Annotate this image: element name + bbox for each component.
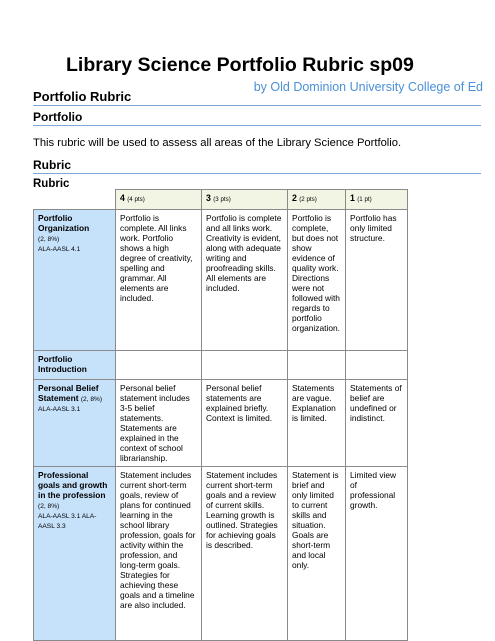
- divider: [33, 125, 481, 126]
- table-header-row: [34, 190, 408, 210]
- criterion-cell: Personal Belief Statement (2, 8%) ALA-AASL 3.1: [34, 380, 116, 467]
- table-row: [34, 380, 408, 467]
- rubric-cell: Portfolio is complete, but does not show evidence of quality work. Directions were not followed with regards to portfolio organization.: [288, 210, 346, 351]
- rubric-cell: Statements of belief are undefined or indistinct.: [346, 380, 408, 467]
- rubric-cell: Statements are vague. Explanation is limited.: [288, 380, 346, 467]
- rubric-cell: Limited view of professional growth.: [346, 467, 408, 641]
- divider: [33, 173, 481, 174]
- rubric-cell: Personal belief statement includes 3-5 belief statements. Statements are explained in the context of school librarianship.: [116, 380, 202, 467]
- subheading-rubric: Rubric: [33, 178, 70, 190]
- rubric-cell: Portfolio is complete and all links work. Creativity is evident, along with adequate writing and proofreading skills. All elements are included.: [202, 210, 288, 351]
- column-header-3: 3 (3 pts): [202, 190, 288, 210]
- heading-portfolio-rubric: Portfolio Rubric: [33, 89, 132, 104]
- rubric-cell: Statement includes current short-term goals, review of plans for continued learning in the school library profession, goals for activity within the profession, and long-term goals. Strategies for achieving these goals and a timeline are also included.: [116, 467, 202, 641]
- divider: [33, 105, 481, 106]
- rubric-cell: [202, 351, 288, 380]
- heading-portfolio: Portfolio: [33, 110, 83, 124]
- document-title: Library Science Portfolio Rubric sp09: [66, 54, 414, 76]
- rubric-cell: [288, 351, 346, 380]
- section-cell: Portfolio Introduction: [34, 351, 116, 380]
- rubric-cell: [116, 351, 202, 380]
- rubric-table: [33, 189, 408, 641]
- table-row: [34, 210, 408, 351]
- heading-rubric: Rubric: [33, 158, 72, 172]
- rubric-cell: Personal belief statements are explained briefly. Context is limited.: [202, 380, 288, 467]
- criterion-cell: Portfolio Organization (2, 8%) ALA-AASL 4.1: [34, 210, 116, 351]
- column-header-2: 2 (2 pts): [288, 190, 346, 210]
- rubric-cell: [346, 351, 408, 380]
- rubric-cell: Statement is brief and only limited to current skills and situation. Goals are short-term and local only.: [288, 467, 346, 641]
- criterion-cell: Professional goals and growth in the profession (2, 8%) ALA-AASL 3.1 ALA-AASL 3.3: [34, 467, 116, 641]
- section-row: [34, 351, 408, 380]
- column-header-4: 4 (4 pts): [116, 190, 202, 210]
- rubric-cell: Statement includes current short-term goals and a review of current skills. Learning growth is outlined. Strategies for achieving goals is described.: [202, 467, 288, 641]
- table-row: [34, 467, 408, 641]
- header-corner: [34, 190, 116, 210]
- intro-text: This rubric will be used to assess all areas of the Library Science Portfolio.: [33, 137, 402, 149]
- rubric-cell: Portfolio has only limited structure.: [346, 210, 408, 351]
- author-byline[interactable]: by Old Dominion University College of Ed: [253, 80, 483, 94]
- column-header-1: 1 (1 pt): [346, 190, 408, 210]
- rubric-cell: Portfolio is complete. All links work. Portfolio shows a high degree of creativity, spelling and grammar. All elements are included.: [116, 210, 202, 351]
